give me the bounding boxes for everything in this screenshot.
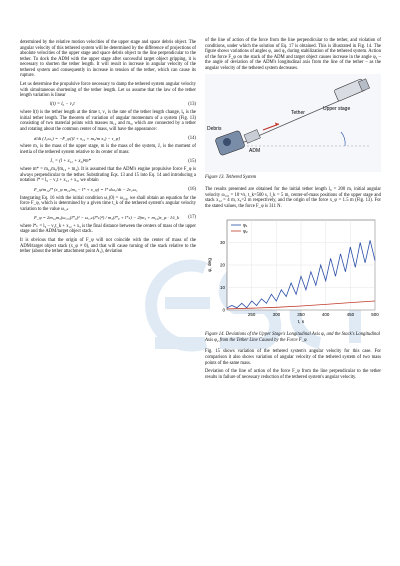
equation-body: J꜀ = (l + x₁₂ + x₃)²m* <box>50 158 91 164</box>
y-tick-label: 0 <box>222 307 225 313</box>
equation-body: F_φ = 2m₁₂m₃(ω꜀,₀(l*₀)² − ω꜀,ₖ(l*ₖ)²) / m₃(l*₀ + l*ₖ) − 2(m₃ + m₁₂)x_φ · 1/t_k <box>34 215 180 221</box>
equation-17 <box>20 215 196 221</box>
paragraph: It is obvious that the origin of F_φ will not coincide with the center of mass of the ADM/target object stack (x_φ ≠ 0), and that will cause turning of the stack relative to the tether (about the tether attachment point A₁), deviation <box>20 238 196 255</box>
paragraph: Fig. 15 shows variation of the tethered system's angular velocity for this case. For comparison it also shows variation of angular velocity of the tethered system of two mass points of the same mass. <box>205 349 381 366</box>
x-tick-label: 350 <box>297 312 305 318</box>
equation-number: (17) <box>188 215 196 221</box>
x-tick-label: 300 <box>272 312 281 318</box>
y-axis-label: φ, deg <box>208 258 213 273</box>
equation-number: (14) <box>188 135 196 141</box>
paragraph: where l*ₖ = l₀ − v₁t_k + x₁₂ + x₃ is the final distance between the centers of mass of the upper stage and the ADM/target object stack. <box>20 223 196 235</box>
label-upper-stage: Upper stage <box>323 106 351 113</box>
equation-number: (16) <box>188 186 196 192</box>
paragraph: where m* = m₁₂m₃/(m₁₂ + m₃). It is assumed that the ADM's engine propulsive force F_φ is always perpendicular to the tether. Substituting Eqs. 13 and 15 into Eq. 14 and introducing a notation l* = l₀ − v₁t + x₁₂ + x₃, we obtain <box>20 167 196 184</box>
legend-label: φ₁ <box>243 222 248 228</box>
equation-body: d/dt (J꜀ω꜀) = −F_φ[(l + x₁₂ + m₃/m x₃) − τ_φ] <box>34 135 121 141</box>
equation-body: l(t) = l₀ − v₁t <box>50 101 75 107</box>
label-adm: ADM <box>249 148 261 155</box>
x-tick-label: 500 <box>371 312 379 318</box>
paragraph: where l(t) is the tether length at the time t, v₁ is the rate of the tether length change, l₀ is the initial tether length. The theorem of variation of angular momentum of a system (Fig. 13) consisting of two material points with masses m₁₂ and m₃, which are connected by a tether and rotating about the common center of mass, will have the appearance: <box>20 110 196 133</box>
y-tick-label: 10 <box>219 285 225 291</box>
y-tick-label: 30 <box>219 240 225 246</box>
label-tether: Tether <box>291 110 305 117</box>
x-tick-label: 400 <box>321 312 330 318</box>
left-column <box>20 40 196 258</box>
figure-13-caption: Figure 13. Tethered System <box>205 175 257 181</box>
x-tick-label: 250 <box>247 312 256 318</box>
paragraph: determined by the relative motion velocities of the upper stage and space debris object. The angular velocity of this tethered system will be determined by the difference of projections of absolute velocities of the upper stage and space debris object to the line perpendicular to the tether. To dock the ADM with the upper stage after successful target object gripping, it is necessary to shorten the tether length. It will result in increase in angular velocity of the tethered system and consequently in increase in tension of the tether, which can cause its rupture. <box>20 40 196 79</box>
figure-13-tethered-system <box>205 74 381 172</box>
equation-13 <box>20 102 196 108</box>
paragraph: where m₁ is the mass of the upper stage, m is the mass of the system, J꜀ is the moment of inertia of the tethered system relative to its center of mass: <box>20 144 196 155</box>
equation-16 <box>20 187 196 193</box>
paragraph: of the line of action of the force from the line perpendicular to the tether, and violation of conditions, under which the solution of Eq. 17 is obtained. This is illustrated in Fig. 14. The figure shows variations of angles φ₁ and φ₂ during stabilization of the tethered system. Action of the force F_φ on the stack of the ADM and target object causes increase in the angle φ₂ – the angle of deviation of the ADM's longitudinal axis from the line of the tether – as the angular velocity of the tethered system decreases. <box>205 38 381 71</box>
paragraph: The results presented are obtained for the initial tether length l₀ = 200 m, initial angular velocity ω꜀,₀ = 10⁻³/s, t_k=500 s, l_k = 5 m, center-of-mass positions of the upper stage and stack x₁₂ = 4 m, x₃=2 m respectively, and the origin of the force x_φ = 1.5 m (Fig. 13). For the stated values, the force F_φ is 311 N. <box>205 187 381 209</box>
x-axis-label: t, s <box>297 320 305 326</box>
equation-15 <box>20 159 196 165</box>
paragraph: Integrating Eq. 16 with the initial condition ω꜀(0) = ω꜀,₀, we shall obtain an equation for the force F_φ, which is determined by a given time t_k of the tethered system's angular velocity variation to the value ω꜀,ₖ <box>20 195 196 212</box>
paragraph: Let us determine the propulsive force necessary to damp the tethered system angular velocity with simultaneous shortening of the tether length. Let us assume that the law of the tether length variation is linear <box>20 82 196 99</box>
equation-body: F_φ/m₁₂l* (x_φ m₁₂/m₃ − l* + x_φ) = l* dω꜀/dt − 2v₁ω꜀ <box>34 186 138 192</box>
legend-label: φ₂ <box>243 228 248 234</box>
label-debris: Debris <box>207 126 222 133</box>
right-column <box>205 38 381 384</box>
y-tick-label: 20 <box>219 262 225 268</box>
x-tick-label: 450 <box>346 312 355 318</box>
paragraph: Deviation of the line of action of the force F_φ from the line perpendicular to the tether results in failure of necessary reduction of the tethered system's angular velocity. <box>205 369 381 380</box>
equation-number: (15) <box>188 158 196 164</box>
equation-number: (13) <box>188 101 196 107</box>
equation-14 <box>20 136 196 142</box>
figure-14-caption: Figure 14. Deviations of the Upper Stage's Longitudinal Axis φ₁ and the Stack's Longitudinal Axis φ₂ from the Tether Line Caused by the Force F_φ <box>205 332 380 343</box>
figure-14-chart <box>205 212 381 330</box>
